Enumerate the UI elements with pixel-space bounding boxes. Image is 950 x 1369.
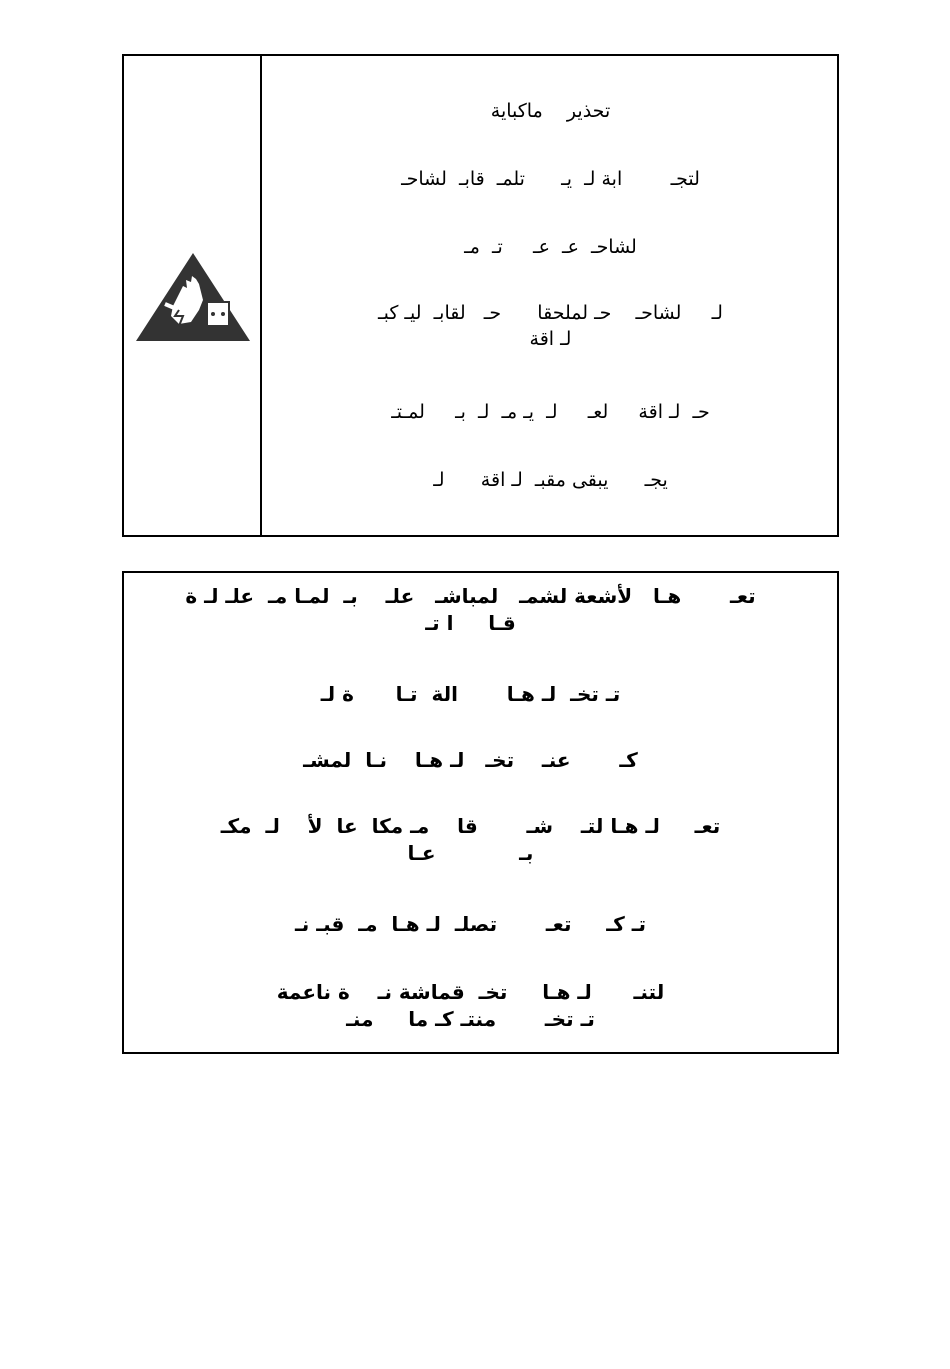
- electric-shock-warning-icon: [135, 252, 251, 342]
- care-line: تعـ لـ هـا لتـ شـ قا مـ مكا عا لأ لـ مكـ بـ عـا: [220, 814, 721, 865]
- safety-warning-panel: [122, 54, 839, 537]
- care-line: تعـ هـا لأشعة لشمـ لمباشـ علـ بـ لمـا مـ علـ لـ ة قـا ا تـ: [185, 584, 756, 635]
- icon-cell: [124, 56, 260, 535]
- care-line: لتنـ لـ هـا تخـ قماشة نـ ة ناعمة تـ تخـ منتـ كـ ما منـ: [276, 980, 665, 1031]
- warning-line: لشاحـ عـ عـ تـ مـ: [464, 236, 637, 258]
- care-line: تـ كـ تعـ تصلـ لـ هـا مـ قبـ نـ: [294, 912, 647, 936]
- warning-line: لتجـ ابة لـ يـ تلمـ قابـ لشاحـ: [401, 168, 700, 190]
- warning-line: تحذير ماكباية: [490, 100, 611, 122]
- care-line: تـ تخـ لـ هـا الة تـا ة لـ: [320, 682, 621, 706]
- warning-line: يجـ يبقى مقبـ لـ اقة لـ: [433, 469, 668, 491]
- warning-line: حـ لـ اقة لعـ لـ يـ مـ لـ بـ لمـتـ: [391, 401, 710, 423]
- warning-line: لـ لشاحـ حـ لملحقا حـ لقابـ ليـ كبـ لـ اقة: [378, 302, 723, 350]
- care-line: كـ عنـ تخـ لـ هـا نـا لمشـ: [303, 748, 638, 772]
- care-text-column: [124, 573, 837, 1052]
- care-instructions-panel: [122, 571, 839, 1054]
- column-divider: [260, 56, 262, 535]
- warning-text-column: [264, 56, 837, 535]
